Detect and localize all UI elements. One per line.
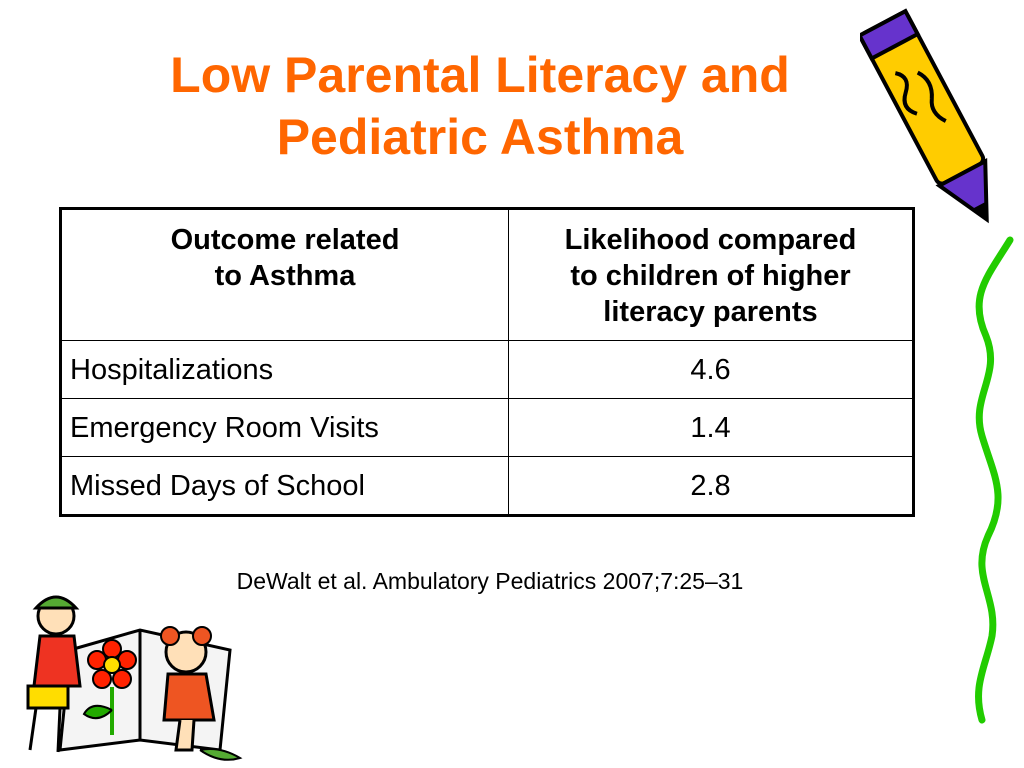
slide-title-line-1: Low Parental Literacy and (170, 47, 790, 103)
table-header-row (61, 209, 914, 341)
table-row (61, 341, 914, 399)
header-outcome-line: Outcome related (170, 224, 400, 256)
outcomes-table (59, 207, 915, 517)
row-outcome-cell: Emergency Room Visits (61, 399, 509, 457)
kids-reading-icon (0, 590, 260, 768)
header-likelihood (509, 209, 914, 341)
row-value-cell: 1.4 (509, 399, 914, 457)
header-likelihood-line: to children of higher (570, 260, 851, 292)
row-value-cell: 4.6 (509, 341, 914, 399)
squiggle-line-icon (958, 236, 1024, 726)
citation-text: DeWalt et al. Ambulatory Pediatrics 2007;7:25–31 (236, 568, 744, 594)
header-outcome (61, 209, 509, 341)
slide-title-line-2: Pediatric Asthma (276, 109, 684, 165)
row-outcome-cell: Missed Days of School (61, 457, 509, 516)
row-outcome-cell: Hospitalizations (61, 341, 509, 399)
table-row (61, 399, 914, 457)
header-outcome-line: to Asthma (214, 260, 356, 292)
header-likelihood-line: literacy parents (603, 296, 818, 328)
pencil-icon (860, 0, 1010, 245)
table-row (61, 457, 914, 516)
header-likelihood-line: Likelihood compared (564, 224, 857, 256)
slide-title (60, 44, 900, 168)
row-value-cell: 2.8 (509, 457, 914, 516)
